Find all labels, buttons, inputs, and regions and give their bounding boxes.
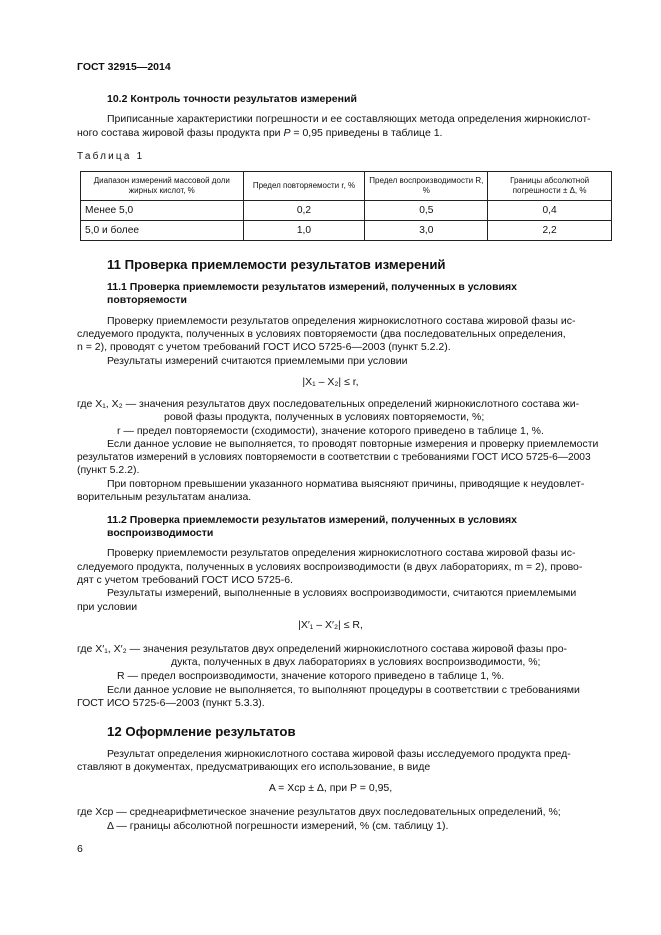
- formula-result: A = Xср ± Δ, при P = 0,95,: [268, 782, 393, 794]
- formula-reproducibility: |X′₁ – X′₂| ≤ R,: [298, 619, 363, 631]
- table-row: [81, 221, 612, 241]
- table-caption: Таблица 1: [77, 151, 145, 162]
- document-header: ГОСТ 32915—2014: [77, 61, 171, 73]
- where-2-line3: R — предел воспроизводимости, значение которого приведено в таблице 1, %.: [117, 670, 505, 682]
- page-number: 6: [77, 843, 83, 855]
- where-2-line1: где X′₁, X′₂ — значения результатов двух определений жирнокислотного состава жировой фазы про-: [77, 643, 568, 655]
- s11-1-p3-line3: (пункт 5.2.2).: [77, 464, 140, 476]
- section-10-2-title: 10.2 Контроль точности результатов измерений: [107, 93, 357, 105]
- section-11-2-title-line2: воспроизводимости: [107, 527, 214, 539]
- s11-2-p6-line1: Результаты измерений, выполненные в условиях воспроизводимости, считаются приемлемыми: [107, 587, 577, 599]
- s11-2-p5-line2: следуемого продукта, полученных в условиях воспроизводимости (в двух лабораториях, m = 2), прово-: [77, 561, 583, 573]
- where-1-line1: где X₁, X₂ — значения результатов двух последовательных определений жирнокислотного состава жи-: [77, 398, 580, 410]
- accuracy-table: [80, 171, 612, 241]
- section-11-1-title-line2: повторяемости: [107, 294, 187, 306]
- table-cell: 5,0 и более: [81, 221, 244, 241]
- s11-1-p4-line2: ворительным результатам анализа.: [77, 491, 252, 503]
- where-1-line3: r — предел повторяемости (сходимости), значение которого приведено в таблице 1, %.: [117, 425, 544, 437]
- s11-1-p1-line3: n = 2), проводят с учетом требований ГОСТ ИСО 5725-6—2003 (пункт 5.2.2).: [77, 341, 451, 353]
- where-3-line1: где Xср — среднеарифметическое значение результатов двух последовательных определений, %;: [77, 806, 561, 818]
- s11-1-p2: Результаты измерений считаются приемлемыми при условии: [107, 355, 408, 367]
- table-header-range: Диапазон измерений массовой доли жирных кислот, %: [81, 172, 244, 201]
- s11-1-p3-line2: результатов измерений в условиях повторяемости в соответствии с требованиями ГОСТ ИСО 5725-6—2003: [77, 452, 591, 463]
- s12-p1-line2: ставляют в документах, предусматривающих его использование, в виде: [77, 761, 431, 773]
- table-row: [81, 201, 612, 221]
- section-11-title: 11 Проверка приемлемости результатов измерений: [107, 257, 446, 272]
- table-header-error: Границы абсолютной погрешности ± Δ, %: [488, 172, 612, 201]
- table-cell: Менее 5,0: [81, 201, 244, 221]
- s11-1-p4-line1: При повторном превышении указанного норматива выясняют причины, приводящие к неудовлет-: [107, 478, 585, 490]
- where-1-line2: ровой фазы продукта, полученных в условиях повторяемости, %;: [164, 411, 485, 423]
- section-11-1-title-line1: 11.1 Проверка приемлемости результатов измерений, полученных в условиях: [107, 281, 517, 293]
- table-header-reproducibility: Предел воспроизводимости R, %: [365, 172, 488, 201]
- s12-p1-line1: Результат определения жирнокислотного состава жировой фазы исследуемого продукта пред-: [107, 748, 571, 760]
- table-cell: 1,0: [243, 221, 365, 241]
- where-3-line2: Δ — границы абсолютной погрешности измерений, % (см. таблицу 1).: [107, 820, 449, 832]
- s11-1-p3-line1: Если данное условие не выполняется, то проводят повторные измерения и проверку приемлемости: [107, 438, 599, 450]
- table-cell: 0,5: [365, 201, 488, 221]
- section-11-2-title-line1: 11.2 Проверка приемлемости результатов измерений, полученных в условиях: [107, 514, 517, 526]
- s11-2-p5-line3: дят с учетом требований ГОСТ ИСО 5725-6.: [77, 574, 293, 586]
- s10-2-text-line1: Приписанные характеристики погрешности и ее составляющих метода определения жирнокислот-: [107, 113, 591, 125]
- table-cell: 2,2: [488, 221, 612, 241]
- table-cell: 3,0: [365, 221, 488, 241]
- table-header-repeatability: Предел повторяемости r, %: [243, 172, 365, 201]
- formula-repeatability: |X₁ – X₂| ≤ r,: [302, 376, 359, 388]
- s11-1-p1-line1: Проверку приемлемости результатов определения жирнокислотного состава жировой фазы ис-: [107, 315, 576, 327]
- s11-2-p7-line1: Если данное условие не выполняется, то выполняют процедуры в соответствии с требованиями: [107, 684, 580, 696]
- where-2-line2: дукта, полученных в двух лабораториях в условиях воспроизводимости, %;: [171, 656, 541, 668]
- s11-2-p6-line2: при условии: [77, 601, 138, 613]
- table-cell: 0,4: [488, 201, 612, 221]
- s11-1-p1-line2: следуемого продукта, полученных в условиях повторяемости (два последовательных определения,: [77, 328, 566, 340]
- section-12-title: 12 Оформление результатов: [107, 724, 296, 739]
- s11-2-p7-line2: ГОСТ ИСО 5725-6—2003 (пункт 5.3.3).: [77, 697, 265, 709]
- table-cell: 0,2: [243, 201, 365, 221]
- s11-2-p5-line1: Проверку приемлемости результатов определения жирнокислотного состава жировой фазы ис-: [107, 547, 576, 559]
- s10-2-text-line2: ного состава жировой фазы продукта при P = 0,95 приведены в таблице 1.: [77, 127, 443, 139]
